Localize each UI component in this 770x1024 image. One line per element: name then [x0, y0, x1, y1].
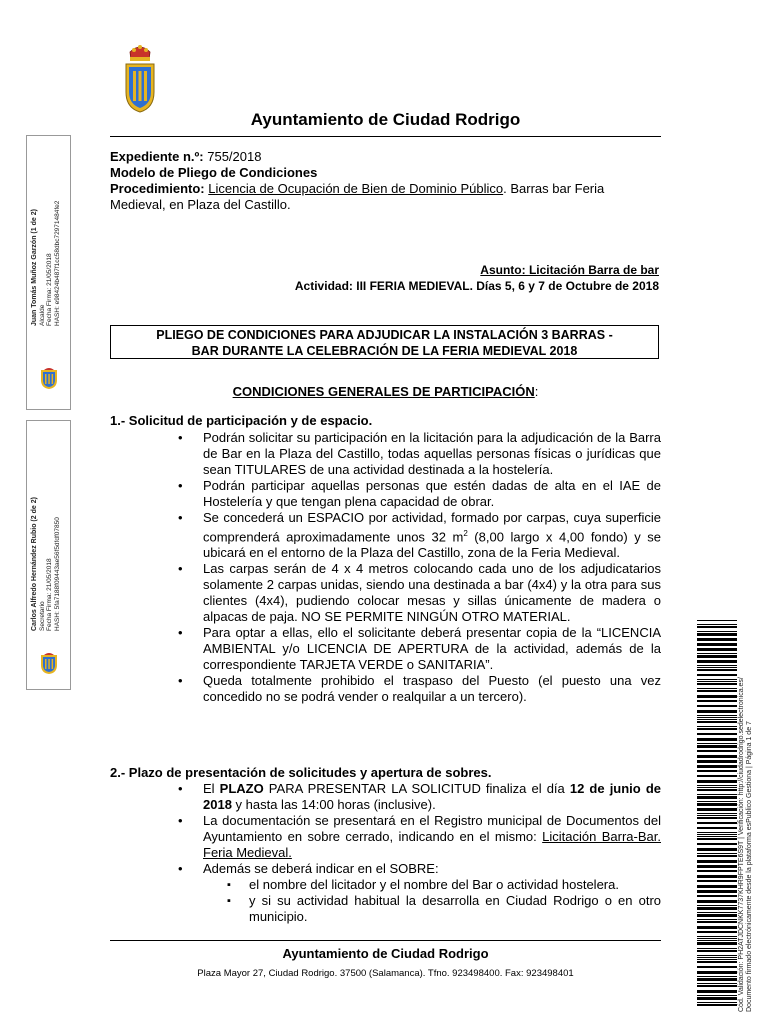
list-item: • Las carpas serán de 4 x 4 metros colocando cada uno de los adjudicatarios solamente 2 carpas unidas, siendo una destinada a bar (4x4) y la otra para sus clientes (4x4), pudiendo colocar mesas y sillas únicamente de madera o alpacas de paja. NO SE PERMITE NINGÚN OTRO MATERIAL. [110, 561, 661, 625]
list-item: • Se concederá un ESPACIO por actividad, formado por carpas, cuya superficie comprenderá aproximadamente unos 32 $m^2$ (8,00 largo x 4,00 fondo) y se ubicará en el entorno de la Plaza del Castillo, zona de la Feria Medieval. [110, 510, 661, 561]
procedimiento-rest: . Barras bar Feria Medieval, en Plaza del Castillo. [110, 181, 605, 212]
barcode-stripe [697, 905, 737, 906]
barcode-stripe [697, 978, 737, 981]
barcode-stripe [697, 843, 737, 845]
barcode-stripe [697, 912, 737, 913]
section-2-heading: 2.- Plazo de presentación de solicitudes y apertura de sobres. [110, 765, 492, 780]
barcode-stripe [697, 785, 737, 786]
boxed-title-line-2: BAR DURANTE LA CELEBRACIÓN DE LA FERIA MEDIEVAL 2018 [191, 344, 578, 358]
header-divider [110, 136, 661, 137]
barcode-stripe [697, 700, 737, 702]
barcode-stripe [697, 669, 737, 671]
barcode-stripe [697, 940, 737, 941]
footer-address: Plaza Mayor 27, Ciudad Rodrigo. 37500 (Salamanca). Tfno. 923498400. Fax: 923498401 [197, 968, 574, 979]
asunto-line: Asunto: Licitación Barra de bar [480, 263, 659, 277]
barcode-stripe [697, 827, 737, 829]
asunto-block [110, 262, 659, 294]
barcode-stripe [697, 832, 737, 833]
barcode-stripe [697, 997, 737, 1000]
barcode-stripe [697, 834, 737, 835]
barcode-stripe [697, 895, 737, 897]
barcode-stripe [697, 631, 737, 632]
procedimiento-link[interactable]: Licencia de Ocupación de Bien de Dominio Público [208, 181, 504, 196]
barcode-stripe [697, 719, 737, 720]
barcode-icon [697, 620, 737, 1010]
barcode-stripe [697, 710, 737, 713]
barcode-stripe [697, 681, 737, 682]
barcode-stripe [697, 875, 737, 878]
barcode-stripe [697, 660, 737, 663]
boxed-title [110, 325, 659, 359]
barcode-stripe [697, 885, 737, 888]
barcode-stripe [697, 990, 737, 993]
conditions-title: CONDICIONES GENERALES DE PARTICIPACIÓN: [232, 384, 539, 399]
barcode-stripe [697, 755, 737, 758]
section-1-heading: 1.- Solicitud de participación y de espacio. [110, 413, 373, 428]
barcode-stripe [697, 770, 737, 772]
boxed-title-line-1: PLIEGO DE CONDICIONES PARA ADJUDICAR LA INSTALACIÓN 3 BARRAS - [156, 328, 613, 342]
barcode-stripe [697, 705, 737, 707]
barcode-stripe [697, 638, 737, 641]
barcode-stripe [697, 957, 737, 958]
signature-1-crest-icon [38, 366, 60, 390]
footer-title: Ayuntamiento de Ciudad Rodrigo [282, 946, 489, 961]
barcode-stripe [697, 808, 737, 811]
actividad-line: Actividad: III FERIA MEDIEVAL. Días 5, 6 y 7 de Octubre de 2018 [294, 279, 659, 293]
file-metadata [110, 149, 661, 213]
barcode-stripe [697, 822, 737, 824]
signature-box-2 [26, 420, 71, 690]
barcode-stripe [697, 787, 737, 788]
barcode-stripe [697, 794, 737, 795]
barcode-stripe [697, 983, 737, 984]
verification-line-2: Documento firmado electrónicamente desde la plataforma esPublico Gestiona | Página 1 de 7 [746, 721, 753, 1012]
barcode-stripe [697, 738, 737, 741]
barcode-stripe [697, 985, 737, 987]
coat-of-arms-icon [122, 42, 158, 114]
list-item: • Podrán participar aquellas personas que estén dadas de alta en el IAE de Hostelería y que tengan plena capacidad de obrar. [110, 478, 661, 510]
barcode-stripe [697, 750, 737, 752]
barcode-stripe [697, 817, 737, 819]
footer-divider [110, 940, 661, 941]
section-1-list [110, 430, 661, 705]
barcode-stripe [697, 955, 737, 956]
barcode-stripe [697, 655, 737, 658]
barcode-stripe [697, 860, 737, 863]
barcode-stripe [697, 648, 737, 651]
barcode-stripe [697, 789, 737, 791]
barcode-stripe [697, 838, 737, 840]
barcode-stripe [697, 624, 737, 625]
barcode-stripe [697, 900, 737, 903]
signature-2-text: Carlos Alfredo Hernández Rubio (2 de 2) Secretario Fecha Firma: 21/05/2018 HASH: 5fa7188f09443ae56f5dfdf07850 [31, 497, 61, 631]
modelo-label: Modelo de Pliego de Condiciones [110, 165, 318, 180]
barcode-stripe [697, 1002, 737, 1003]
barcode-stripe [697, 971, 737, 974]
barcode-stripe [697, 921, 737, 923]
barcode-stripe [697, 914, 737, 917]
barcode-stripe [697, 942, 737, 945]
barcode-stripe [697, 815, 737, 816]
list-item: • Además se deberá indicar en el SOBRE: [110, 861, 661, 877]
barcode-stripe [697, 683, 737, 685]
barcode-stripe [697, 936, 737, 937]
barcode-stripe [697, 688, 737, 689]
expediente-value: 755/2018 [207, 149, 262, 164]
list-item: • Podrán solicitar su participación en la licitación para la adjudicación de la Barra de Bar en la Plaza del Castillo, todas aquellas personas físicas o jurídicas que sean TITULARES de una actividad destinada a la hostelería. [110, 430, 661, 478]
organization-title: Ayuntamiento de Ciudad Rodrigo [250, 110, 521, 129]
barcode-stripe [697, 1004, 737, 1006]
barcode-stripe [697, 853, 737, 854]
barcode-stripe [697, 926, 737, 929]
barcode-stripe [697, 919, 737, 920]
expediente-label: Expediente n.º: [110, 149, 204, 164]
barcode-stripe [697, 938, 737, 939]
barcode-stripe [697, 620, 737, 621]
barcode-stripe [697, 948, 737, 949]
barcode-stripe [697, 976, 737, 977]
barcode-stripe [697, 643, 737, 646]
barcode-stripe [697, 801, 737, 802]
barcode-stripe [697, 931, 737, 933]
list-item: • El PLAZO PARA PRESENTAR LA SOLICITUD finaliza el día 12 de junio de 2018 y hasta las 14:00 horas (inclusive). [110, 781, 661, 813]
barcode-stripe [697, 633, 737, 636]
barcode-stripe [697, 959, 737, 960]
barcode-stripe [697, 667, 737, 668]
barcode-stripe [697, 679, 737, 680]
list-item: • La documentación se presentará en el Registro municipal de Documentos del Ayuntamiento en sobre cerrado, indicando en el mismo: Licitación Barra-Bar. Feria Medieval. [110, 813, 661, 861]
barcode-stripe [697, 745, 737, 748]
barcode-stripe [697, 855, 737, 857]
sub-list-item: ▪ el nombre del licitador y el nombre del Bar o actividad hostelera. [110, 877, 661, 893]
barcode-stripe [697, 961, 737, 963]
barcode-stripe [697, 674, 737, 676]
barcode-stripe [697, 728, 737, 730]
list-item: • Queda totalmente prohibido el traspaso del Puesto (el puesto una vez concedido no se podrá vender o realquilar a un tercero). [110, 673, 661, 705]
licitacion-link[interactable]: Licitación Barra-Bar. Feria Medieval. [203, 829, 661, 860]
barcode-stripe [697, 743, 737, 744]
barcode-stripe [697, 803, 737, 806]
barcode-stripe [697, 653, 737, 654]
barcode-stripe [697, 760, 737, 763]
barcode-stripe [697, 695, 737, 698]
barcode-stripe [697, 870, 737, 872]
section-2-list [110, 781, 661, 925]
barcode-stripe [697, 813, 737, 814]
barcode-stripe [697, 733, 737, 735]
barcode-stripe [697, 890, 737, 893]
barcode-stripe [697, 848, 737, 851]
barcode-stripe [697, 865, 737, 868]
barcode-stripe [697, 726, 737, 727]
barcode-stripe [697, 907, 737, 910]
barcode-stripe [697, 966, 737, 968]
barcode-stripe [697, 796, 737, 799]
barcode-stripe [697, 950, 737, 952]
procedimiento-label: Procedimiento: [110, 181, 205, 196]
barcode-stripe [697, 880, 737, 882]
verification-block [738, 677, 760, 1014]
signature-box-1 [26, 135, 71, 410]
verification-line-1: Cód. Validación: PH2ATJDCNKK7737KHR9FPTE6S9T | Verificación: http://ciudadrodrigo.sedelectronica.es/ [738, 677, 745, 1012]
signature-2-crest-icon [38, 651, 60, 675]
barcode-stripe [697, 765, 737, 768]
barcode-stripe [697, 690, 737, 692]
list-item: • Para optar a ellas, ello el solicitante deberá presentar copia de la “LICENCIA AMBIENTAL y/o LICENCIA DE APERTURA de la actividad, además de la correspondiente TARJETA VERDE o SANITARIA”. [110, 625, 661, 673]
barcode-stripe [697, 715, 737, 716]
barcode-stripe [697, 775, 737, 777]
barcode-stripe [697, 780, 737, 783]
barcode-stripe [697, 836, 737, 837]
barcode-stripe [697, 995, 737, 996]
sub-list-item: ▪ y si su actividad habitual la desarrolla en Ciudad Rodrigo o en otro municipio. [110, 893, 661, 925]
signature-1-text: Juan Tomás Muñoz Garzón (1 de 2) Alcalde Fecha Firma: 21/05/2018 HASH: e98424b487f1cc58dbc72971484fe2 [31, 200, 61, 326]
barcode-stripe [697, 717, 737, 718]
barcode-stripe [697, 626, 737, 628]
barcode-stripe [697, 721, 737, 723]
barcode-stripe [697, 665, 737, 666]
